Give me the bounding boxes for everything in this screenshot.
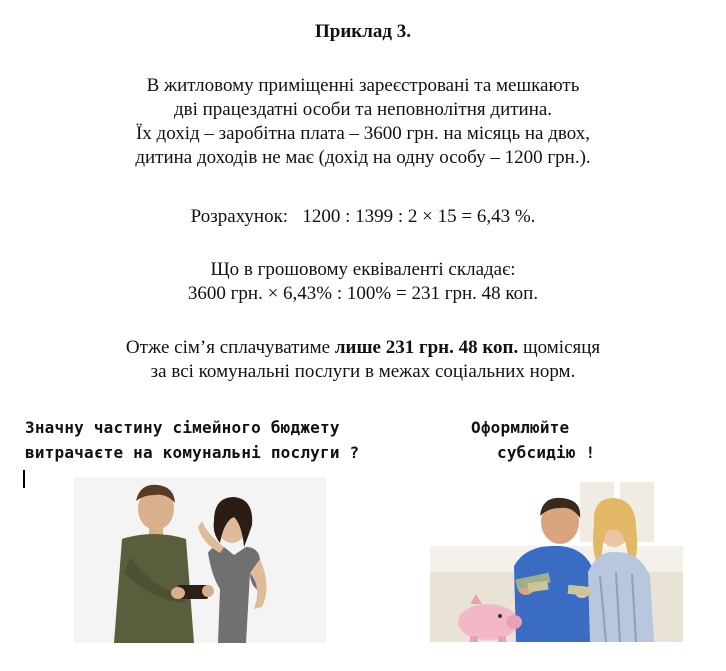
conclusion-line-1: Отже сім’я сплачуватиме лише 231 грн. 48 коп. щомісяця [125, 337, 601, 358]
couple-wallet-illustration [74, 477, 326, 643]
right-caption-line-2: субсидію ! [497, 443, 596, 462]
calculation-line: Розрахунок: 1200 : 1399 : 2 × 15 = 6,43 %. [190, 206, 536, 227]
couple-money-photo [430, 476, 683, 642]
description-line-2: дві працездатні особи та неповнолітня дитина. [173, 99, 553, 120]
conclusion-line-2: за всі комунальні послуги в межах соціальних норм. [150, 361, 576, 382]
money-line-2: 3600 грн. × 6,43% : 100% = 231 грн. 48 коп. [187, 283, 539, 304]
example-title: Приклад 3. [314, 21, 411, 42]
right-caption-line-1: Оформлюйте [471, 418, 570, 437]
text-cursor [23, 470, 25, 488]
left-caption-line-2: витрачаєте на комунальні послуги ? [25, 443, 360, 462]
couple-wallet-photo [74, 477, 326, 643]
money-equivalent [0, 258, 726, 306]
conclusion-paragraph [0, 336, 726, 384]
left-caption-line-1: Значну частину сімейного бюджету [25, 418, 340, 437]
conclusion-amount: лише 231 грн. 48 коп. [334, 337, 519, 358]
description-paragraph [0, 74, 726, 170]
description-line-4: дитина доходів не має (дохід на одну особу – 1200 грн.). [135, 147, 591, 168]
description-line-3: Їх дохід – заробітна плата – 3600 грн. на місяць на двох, [135, 123, 591, 144]
couple-money-illustration [430, 476, 683, 642]
money-line-1: Що в грошовому еквіваленті складає: [210, 259, 516, 280]
description-line-1: В житловому приміщенні зареєстровані та мешкають [146, 75, 580, 96]
